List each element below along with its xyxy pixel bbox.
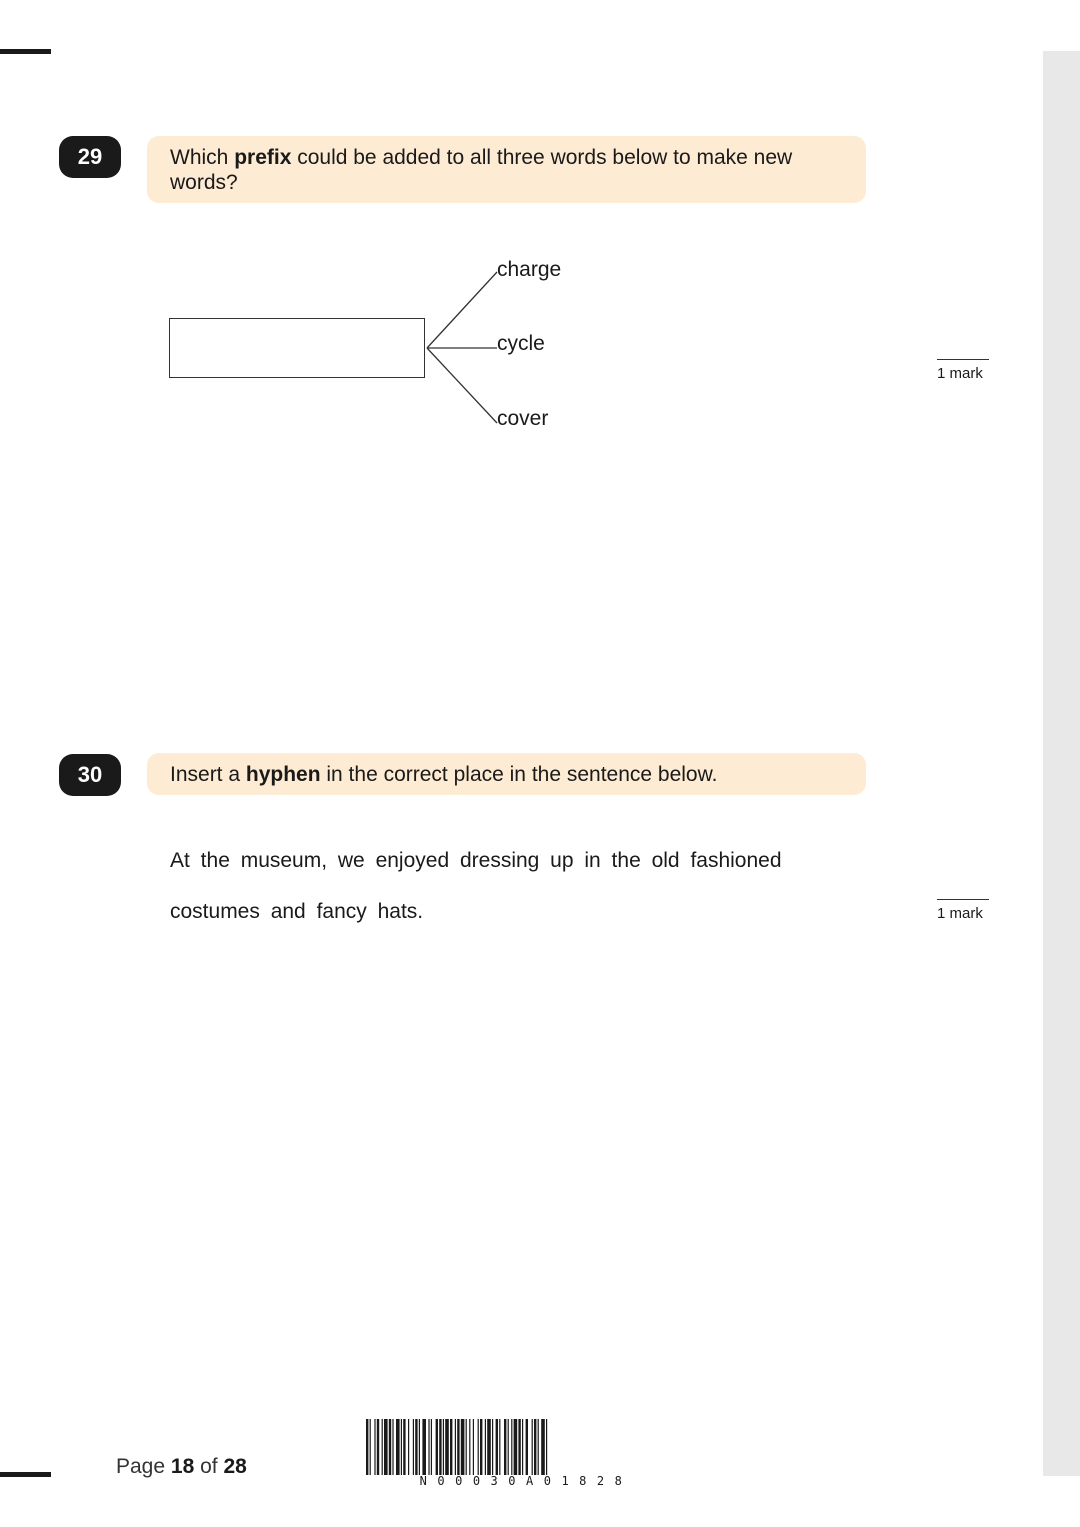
barcode-bar bbox=[538, 1419, 539, 1475]
barcode-bar bbox=[518, 1419, 520, 1475]
prompt-keyword: hyphen bbox=[245, 762, 321, 786]
barcode-bar bbox=[419, 1419, 420, 1475]
of-word: of bbox=[194, 1455, 224, 1478]
prefix-answer-box[interactable] bbox=[169, 318, 425, 378]
barcode-bar bbox=[508, 1419, 509, 1475]
barcode-bar bbox=[492, 1419, 493, 1475]
barcode-bar bbox=[428, 1419, 429, 1475]
barcode-bar bbox=[522, 1419, 523, 1475]
word-cover: cover bbox=[497, 407, 549, 430]
sentence-line-2[interactable]: costumes and fancy hats. bbox=[170, 900, 424, 923]
barcode-bar bbox=[377, 1419, 379, 1475]
barcode-bar bbox=[480, 1419, 482, 1475]
word-cycle: cycle bbox=[497, 332, 545, 355]
barcode-bar bbox=[422, 1419, 426, 1475]
mark-label-29: 1 mark bbox=[937, 365, 983, 382]
barcode-bar bbox=[546, 1419, 547, 1475]
mark-line-29 bbox=[937, 359, 989, 360]
prompt-keyword: prefix bbox=[234, 145, 292, 169]
barcode-bar bbox=[526, 1419, 528, 1475]
barcode-bar bbox=[473, 1419, 474, 1475]
barcode-bar bbox=[443, 1419, 444, 1475]
word-charge: charge bbox=[497, 258, 562, 281]
page-total: 28 bbox=[223, 1455, 247, 1478]
barcode-bar bbox=[389, 1419, 391, 1475]
barcode-bar bbox=[392, 1419, 393, 1475]
barcode-bar bbox=[439, 1419, 441, 1475]
barcode-bar bbox=[485, 1419, 486, 1475]
page-current: 18 bbox=[170, 1455, 195, 1478]
barcode-bar bbox=[401, 1419, 402, 1475]
barcode-bar bbox=[534, 1419, 536, 1475]
barcode-bar bbox=[403, 1419, 405, 1475]
barcode-bar bbox=[455, 1419, 456, 1475]
barcode-bar bbox=[450, 1419, 452, 1475]
mark-label-30: 1 mark bbox=[937, 905, 983, 922]
prompt-text-end: could be added to all three words below to make new words? bbox=[170, 145, 793, 194]
barcode-bar bbox=[478, 1419, 479, 1475]
barcode-bar bbox=[532, 1419, 533, 1475]
barcode-bar bbox=[374, 1419, 375, 1475]
barcode-bar bbox=[384, 1419, 388, 1475]
barcode-bar bbox=[445, 1419, 449, 1475]
barcode-bar bbox=[413, 1419, 414, 1475]
barcode-bar bbox=[499, 1419, 500, 1475]
barcode-bar bbox=[466, 1419, 467, 1475]
barcode-bar bbox=[457, 1419, 459, 1475]
barcode-bar bbox=[504, 1419, 506, 1475]
page-word: Page bbox=[116, 1455, 171, 1478]
barcode-bar bbox=[514, 1419, 518, 1475]
barcode-image bbox=[366, 1419, 686, 1475]
barcode-bar bbox=[436, 1419, 438, 1475]
barcode-bar bbox=[541, 1419, 545, 1475]
barcode-bar bbox=[511, 1419, 512, 1475]
barcode-bar bbox=[382, 1419, 383, 1475]
barcode-bar bbox=[431, 1419, 432, 1475]
barcode-bar bbox=[461, 1419, 465, 1475]
prompt-text-start: Insert a bbox=[170, 762, 246, 786]
barcode-bar bbox=[366, 1419, 368, 1475]
barcode-bar bbox=[496, 1419, 498, 1475]
barcode-bar bbox=[415, 1419, 417, 1475]
barcode-bar bbox=[408, 1419, 409, 1475]
prompt-text-start: Which bbox=[170, 145, 235, 169]
barcode-bar bbox=[487, 1419, 491, 1475]
barcode-text: N00030A01828 bbox=[419, 1474, 633, 1488]
barcode-bar bbox=[396, 1419, 400, 1475]
barcode-bar bbox=[469, 1419, 470, 1475]
sentence-line-1[interactable]: At the museum, we enjoyed dressing up in the old fashioned bbox=[170, 849, 782, 872]
question-prompt-30 bbox=[147, 753, 866, 795]
prompt-text-end: in the correct place in the sentence below. bbox=[320, 762, 718, 786]
barcode-bar bbox=[370, 1419, 371, 1475]
question-number-30: 30 bbox=[59, 754, 121, 796]
page-number bbox=[116, 1455, 247, 1479]
mark-line-30 bbox=[937, 899, 989, 900]
question-number-29: 29 bbox=[59, 136, 121, 178]
